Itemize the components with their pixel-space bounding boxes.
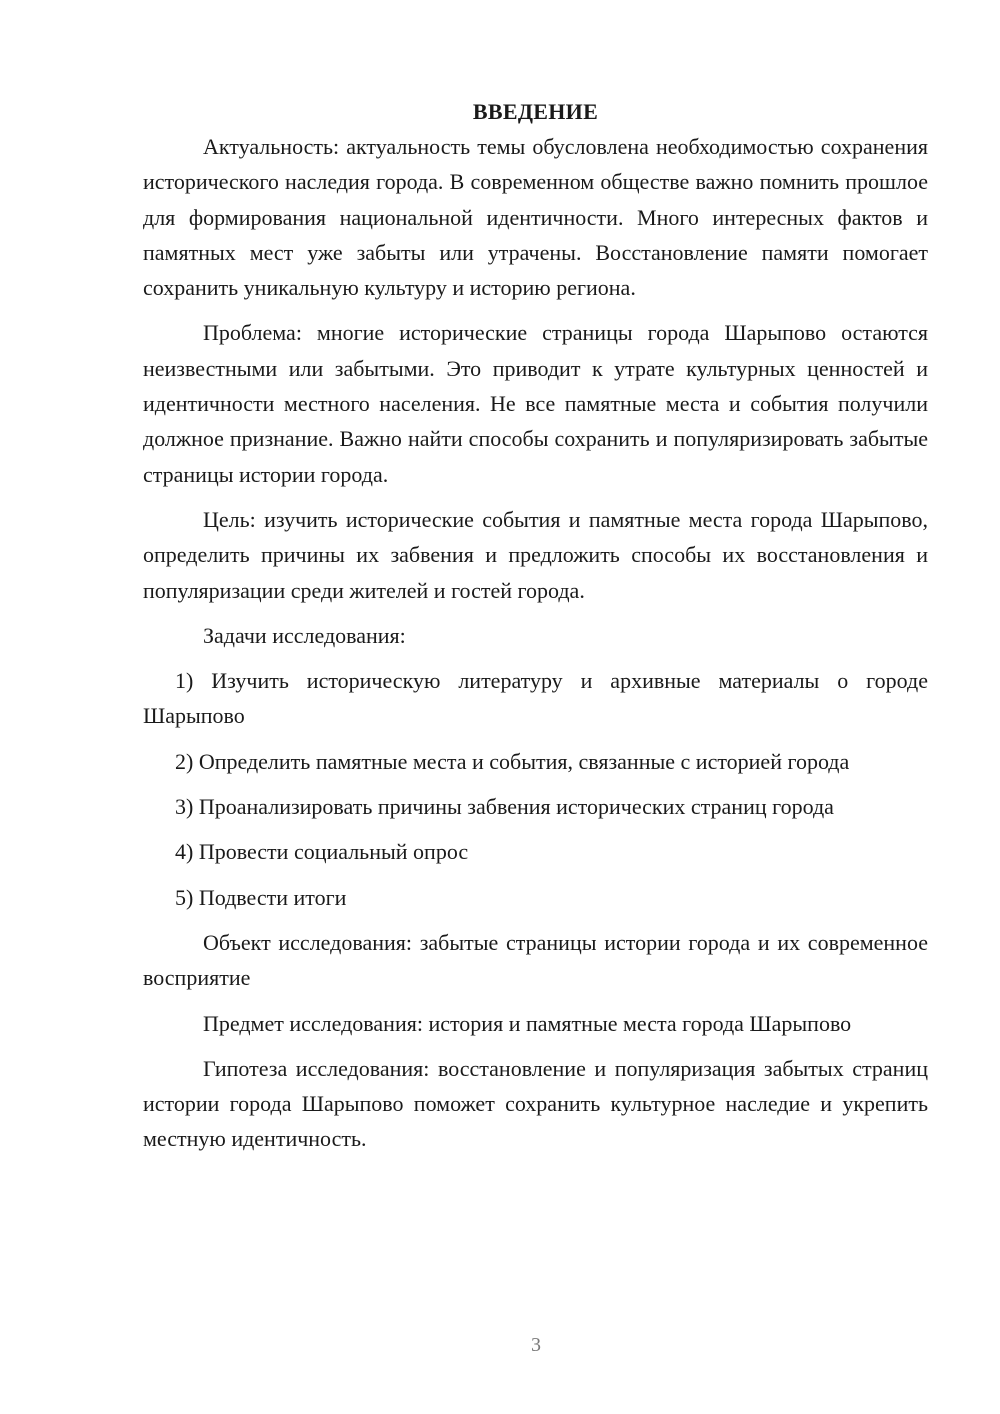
paragraph-tasks-heading: Задачи исследования: <box>203 622 406 648</box>
document-body <box>143 94 928 1167</box>
paragraph-relevance: Актуальность: актуальность темы обусловлена необходимостью сохранения исторического наследия города. В современном обществе важно помнить прошлое для формирования национальной идентичности. Много интересных фактов и памятных мест уже забыты или утрачены. Восстановление памяти помогает сохранить уникальную культуру и историю региона. <box>143 134 928 301</box>
list-item-task-4: 4) Провести социальный опрос <box>175 839 469 865</box>
list-item-task-1: 1) Изучить историческую литературу и архивные материалы о городе Шарыпово <box>143 668 928 729</box>
paragraph-problem: Проблема: многие исторические страницы города Шарыпово остаются неизвестными или забытыми. Это приводит к утрате культурных ценностей и идентичности местного населения. Не все памятные места и события получили должное признание. Важно найти способы сохранить и популяризировать забытые страницы истории города. <box>143 320 928 487</box>
page-number: 3 <box>531 1334 541 1356</box>
list-item-task-2: 2) Определить памятные места и события, связанные с историей города <box>175 748 850 774</box>
list-item-task-5: 5) Подвести итоги <box>175 884 347 910</box>
list-item-task-3: 3) Проанализировать причины забвения исторических страниц города <box>175 794 834 820</box>
paragraph-subject: Предмет исследования: история и памятные места города Шарыпово <box>203 1010 852 1036</box>
page-title: ВВЕДЕНИЕ <box>472 99 599 124</box>
paragraph-object: Объект исследования: забытые страницы истории города и их современное восприятие <box>143 929 928 991</box>
paragraph-hypothesis: Гипотеза исследования: восстановление и популяризация забытых страниц истории города Шарыпово поможет сохранить культурное наследие и укрепить местную идентичность. <box>143 1055 928 1152</box>
paragraph-goal: Цель: изучить исторические события и памятные места города Шарыпово, определить причины их забвения и предложить способы их восстановления и популяризации среди жителей и гостей города. <box>143 506 928 603</box>
